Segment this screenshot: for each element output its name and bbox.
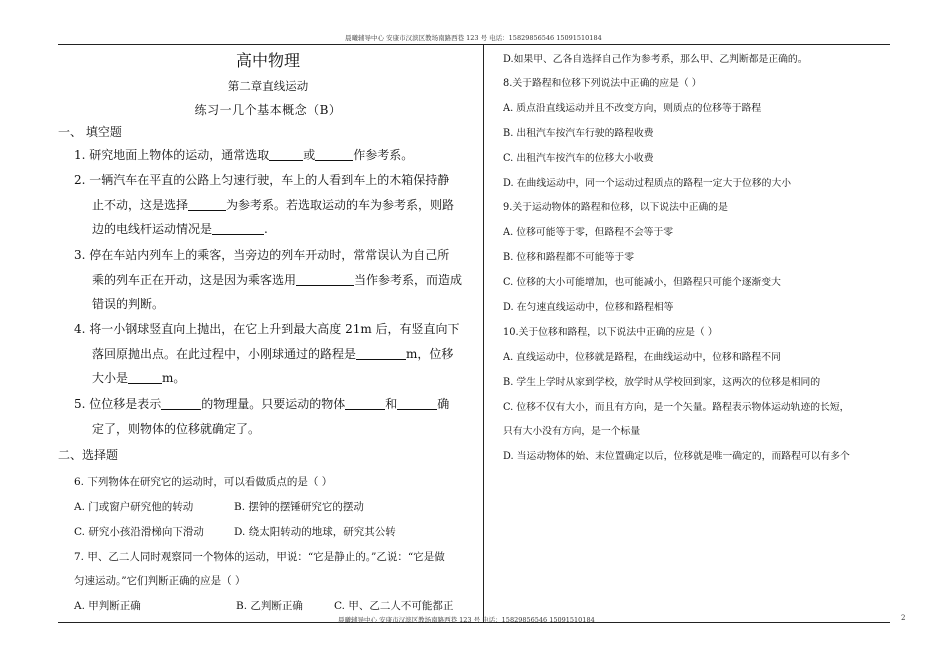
q9-option-a: A. 位移可能等于零，但路程不会等于零 xyxy=(503,227,674,238)
q6-option-d: D. 绕太阳转动的地球，研究其公转 xyxy=(234,526,396,538)
q1-text-b: 或 xyxy=(303,148,316,162)
q9-option-c: C. 位移的大小可能增加，也可能减小，但路程只可能个逐渐变大 xyxy=(503,277,781,288)
q8-stem: 8.关于路程和位移下列说法中正确的应是（ ） xyxy=(503,78,702,89)
question-5 xyxy=(74,392,449,441)
q10-option-b: B. 学生上学时从家到学校，放学时从学校回到家，这两次的位移是相同的 xyxy=(503,377,821,388)
q1-text-a: 1. 研究地面上物体的运动，通常选取 xyxy=(74,148,270,162)
q3-text-a: 乘的列车正在开动，这是因为乘客选用 xyxy=(92,272,297,287)
q7-option-d: D.如果甲、乙各自选择自己作为参考系，那么甲、乙判断都是正确的。 xyxy=(503,54,808,65)
q10-stem: 10.关于位移和路程，以下说法中正确的应是（ ） xyxy=(503,327,718,338)
q2-text-d: . xyxy=(264,222,268,236)
q5-text-c: 和 xyxy=(385,397,398,411)
page-number: 2 xyxy=(901,614,906,622)
q5-text-b: 的物理量。只要运动的物体 xyxy=(201,397,346,411)
q7-line-1: 7. 甲、乙二人同时观察同一个物体的运动，甲说：“它是静止的。”乙说：“它是做 xyxy=(74,551,445,563)
q4-text-b: m，位移 xyxy=(406,346,454,361)
q10-option-c-cont: 只有大小没有方向，是一个标量 xyxy=(503,426,641,437)
q9-option-d: D. 在匀速直线运动中，位移和路程相等 xyxy=(503,302,674,313)
q9-option-b: B. 位移和路程都不可能等于零 xyxy=(503,252,634,263)
q5-blank-1 xyxy=(161,397,201,410)
q2-text-a: 止不动，这是选择 xyxy=(92,197,189,212)
q1-blank-1 xyxy=(269,148,303,161)
q8-option-a: A. 质点沿直线运动并且不改变方向，则质点的位移等于路程 xyxy=(503,103,762,114)
q8-option-d: D. 在曲线运动中，同一个运动过程质点的路程一定大于位移的大小 xyxy=(503,178,792,189)
q2-line-1: 2. 一辆汽车在平直的公路上匀速行驶，车上的人看到车上的木箱保持静 xyxy=(74,173,450,187)
left-column xyxy=(58,44,478,619)
q5-blank-2 xyxy=(345,397,385,410)
q6-stem: 6. 下列物体在研究它的运动时，可以看做质点的是（ ） xyxy=(74,476,333,488)
q7-option-a: A. 甲判断正确 xyxy=(74,600,141,612)
section-fill-in: 一、 填空题 xyxy=(58,125,122,139)
q4-blank-2 xyxy=(128,371,162,384)
q6-option-a: A. 门或窗户研究他的转动 xyxy=(74,501,194,513)
q9-stem: 9.关于运动物体的路程和位移，以下说法中正确的是 xyxy=(503,202,728,213)
q4-line-1: 4. 将一小钢球竖直向上抛出，在它上升到最大高度 21m 后，有竖直向下 xyxy=(74,322,460,336)
q10-option-c: C. 位移不仅有大小，而且有方向，是一个矢量。路程表示物体运动轨迹的长短， xyxy=(503,402,850,413)
q7-option-b: B. 乙判断正确 xyxy=(236,600,303,612)
question-3 xyxy=(74,243,462,317)
question-4 xyxy=(74,317,460,391)
q7-option-c: C. 甲、乙二人不可能都正 xyxy=(334,600,454,612)
q4-text-c: 大小是 xyxy=(92,371,129,385)
q2-text-c: 边的电线杆运动情况是 xyxy=(92,222,213,236)
q8-option-c: C. 出租汽车按汽车的位移大小收费 xyxy=(503,153,654,164)
q6-option-c: C. 研究小孩沿滑梯向下滑动 xyxy=(74,526,204,538)
q6-option-b: B. 摆钟的摆锤研究它的摆动 xyxy=(234,501,364,513)
q3-line-1: 3. 停在车站内列车上的乘客，当旁边的列车开动时，常常误认为自己所 xyxy=(74,248,450,262)
q5-line-2: 定了，则物体的位移就确定了。 xyxy=(92,421,261,436)
q3-line-3: 错误的判断。 xyxy=(92,297,165,311)
q2-text-b: 为参考系。若选取运动的车为参考系，则路 xyxy=(226,197,455,212)
q8-option-b: B. 出租汽车按汽车行驶的路程收费 xyxy=(503,128,654,139)
q7-line-2: 匀速运动。”它们判断正确的应是（ ） xyxy=(74,575,246,587)
chapter-title: 第二章直线运动 xyxy=(227,79,309,93)
q1-blank-2 xyxy=(315,148,353,161)
q3-blank-1 xyxy=(296,273,354,286)
question-2 xyxy=(74,168,454,242)
q2-blank-1 xyxy=(188,198,226,211)
exercise-title: 练习一几个基本概念（B） xyxy=(194,103,342,117)
document-title: 高中物理 xyxy=(235,51,300,70)
page-footer: 晨曦辅导中心 安康市汉滨区教场南路西巷 123 号 电话：15829856546 15091510184 xyxy=(338,616,595,624)
q10-option-d: D. 当运动物体的始、末位置确定以后，位移就是唯一确定的，而路程可以有多个 xyxy=(503,451,850,462)
q4-blank-1 xyxy=(356,347,406,360)
section-multiple-choice: 二、选择题 xyxy=(58,448,119,462)
right-column xyxy=(503,44,903,619)
q5-text-a: 5. 位位移是表示 xyxy=(74,397,162,411)
column-divider xyxy=(483,44,484,622)
q2-blank-2 xyxy=(212,222,264,235)
q4-text-a: 落回原抛出点。在此过程中，小刚球通过的路程是 xyxy=(92,346,357,361)
q10-option-a: A. 直线运动中，位移就是路程，在曲线运动中，位移和路程不同 xyxy=(503,352,781,363)
page-header: 晨曦辅导中心 安康市汉滨区教场南路西巷 123 号 电话：15829856546 15091510184 xyxy=(345,34,602,42)
q5-blank-3 xyxy=(397,397,437,410)
q1-text-c: 作参考系。 xyxy=(353,148,414,162)
q3-text-b: 当作参考系，而造成 xyxy=(354,272,463,287)
q4-text-d: m。 xyxy=(162,371,186,385)
question-1 xyxy=(74,143,413,168)
q5-text-d: 确 xyxy=(437,397,450,411)
